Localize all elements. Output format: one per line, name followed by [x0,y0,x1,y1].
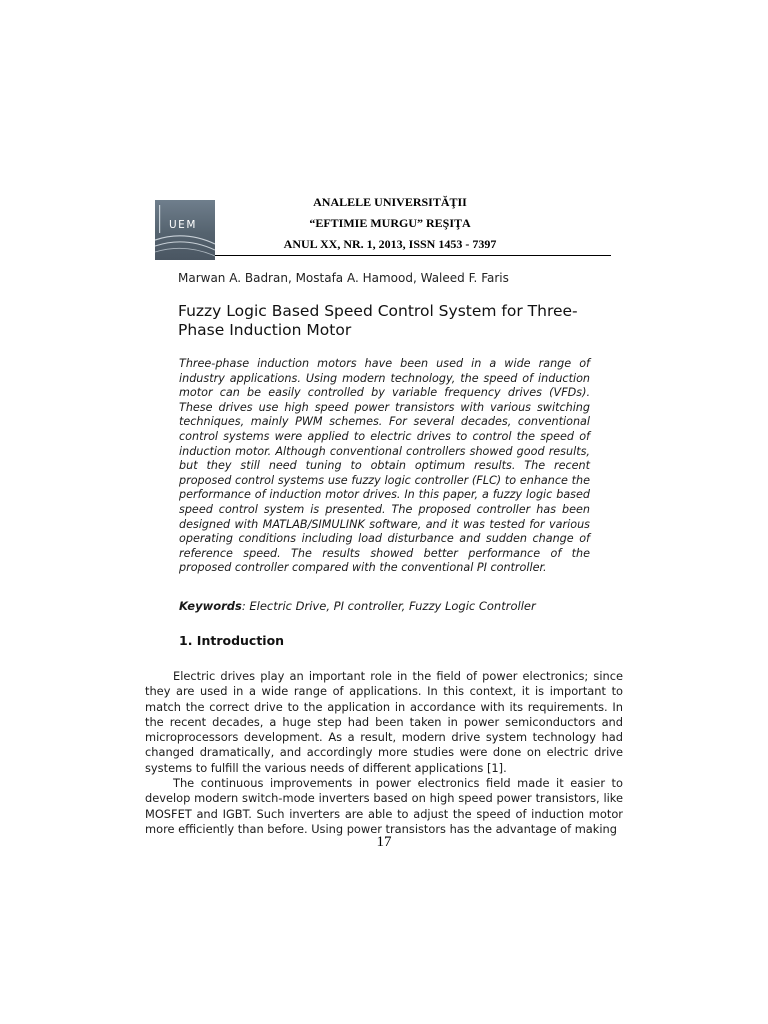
body-paragraph: The continuous improvements in power electronics field made it easier to develop modern switch-mode inverters based on high speed power transistors, like MOSFET and IGBT. Such inverters are able to adjust the speed of induction motor more efficiently than before. Using power transistors has the advantage of making [145,776,623,836]
keywords-label: Keywords [179,599,242,613]
header-divider [215,255,611,256]
paper-title: Fuzzy Logic Based Speed Control System for Three-Phase Induction Motor [178,302,578,339]
keywords-line [179,599,536,613]
paper-abstract: Three-phase induction motors have been used in a wide range of industry applications. Using modern technology, the speed of induction motor can be easily controlled by variable frequency drives (VFDs). These drives use high speed power transistors with various switching techniques, mainly PWM schemes. For several decades, conventional control systems were applied to electric drives to control the speed of induction motor. Although conventional controllers showed good results, but they still need tuning to obtain optimum results. The recent proposed control systems use fuzzy logic controller (FLC) to enhance the performance of induction motor drives. In this paper, a fuzzy logic based speed control system is presented. The proposed controller has been designed with MATLAB/SIMULINK software, and it was tested for various operating conditions including load disturbance and sudden change of reference speed. The results showed better performance of the proposed controller compared with the conventional PI controller. [179,357,590,575]
body-text [145,669,623,837]
university-logo [155,200,215,260]
page-number: 17 [376,834,392,850]
keywords-list: : Electric Drive, PI controller, Fuzzy Logic Controller [241,599,536,613]
journal-name-line1: ANALELE UNIVERSITĂŢII [313,195,467,209]
paper-authors: Marwan A. Badran, Mostafa A. Hamood, Waleed F. Faris [178,271,509,285]
logo-text: UEM [169,219,197,231]
journal-issue-line: ANUL XX, NR. 1, 2013, ISSN 1453 - 7397 [283,237,497,251]
section-heading: 1. Introduction [179,633,285,648]
journal-name-line2: “EFTIMIE MURGU” REŞIŢA [309,216,471,230]
body-paragraph: Electric drives play an important role in the field of power electronics; since they are used in a wide range of applications. In this context, it is important to match the correct drive to the application in accordance with its requirements. In the recent decades, a huge step had been taken in power semiconductors and microprocessors development. As a result, modern drive system technology had changed dramatically, and accordingly more studies were done on electric drive systems to fulfill the various needs of different applications [1]. [145,669,623,775]
